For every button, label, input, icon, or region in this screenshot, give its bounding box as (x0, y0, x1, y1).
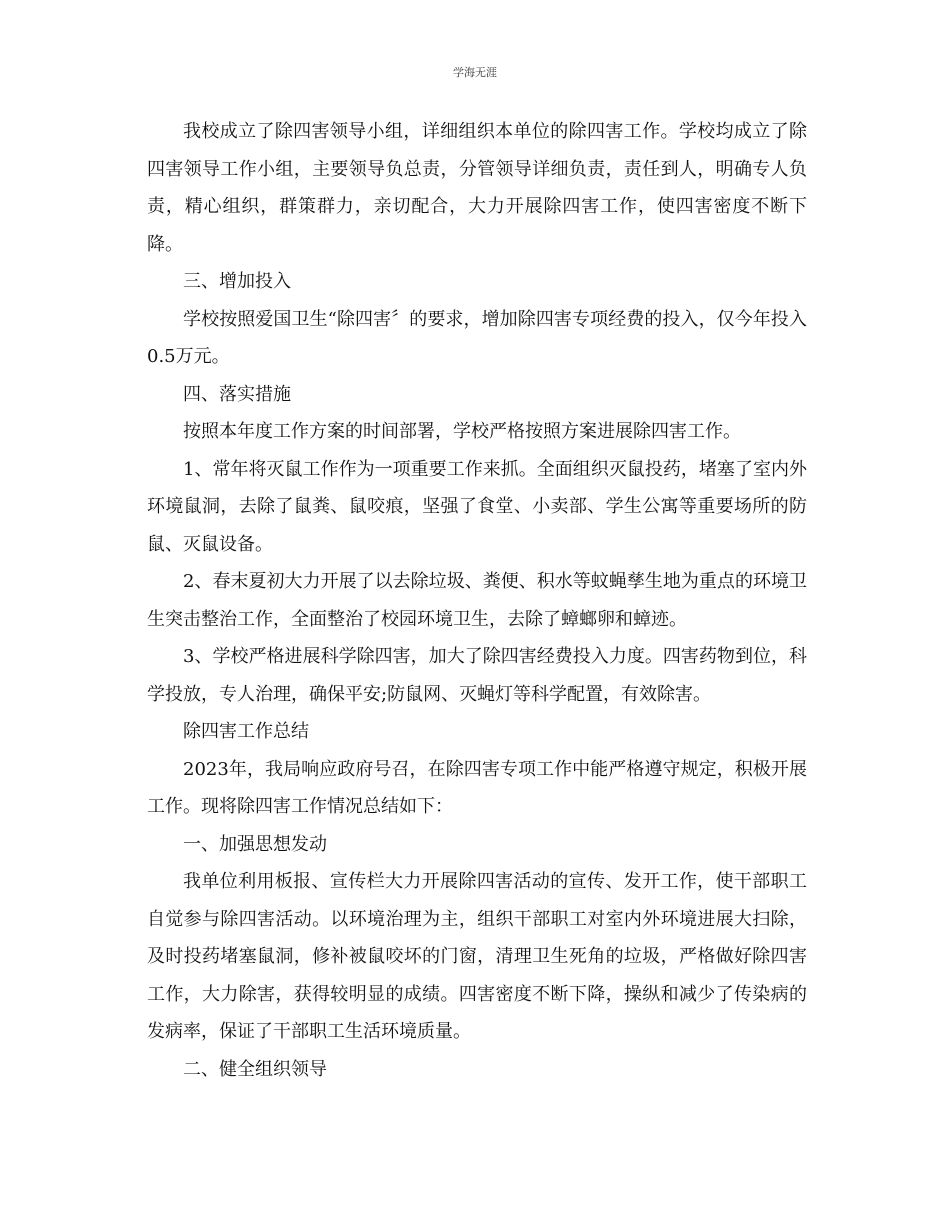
list-item: 3、学校严格进展科学除四害，加大了除四害经费投入力度。四害药物到位，科学投放，专人治理，确保平安;防鼠网、灭蝇灯等科学配置，有效除害。 (147, 646, 807, 705)
section-heading: 三、增加投入 (183, 271, 291, 292)
list-item: 2、春末夏初大力开展了以去除垃圾、粪便、积水等蚊蝇孳生地为重点的环境卫生突击整治工作，全面整治了校园环境卫生，去除了蟑螂卵和蟑迹。 (147, 571, 807, 630)
paragraph: 按照本年度工作方案的时间部署，学校严格按照方案进展除四害工作。 (183, 421, 741, 442)
paragraph: 我校成立了除四害领导小组，详细组织本单位的除四害工作。学校均成立了除四害领导工作小组，主要领导负总责，分管领导详细负责，责任到人，明确专人负责，精心组织，群策群力，亲切配合，大力开展除四害工作，使四害密度不断下降。 (147, 121, 807, 255)
section-heading: 四、落实措施 (183, 383, 291, 405)
section-heading: 二、健全组织领导 (183, 1058, 327, 1080)
document-title: 除四害工作总结 (183, 721, 309, 742)
list-item: 1、常年将灭鼠工作作为一项重要工作来抓。全面组织灭鼠投药，堵塞了室内外环境鼠洞，去除了鼠粪、鼠咬痕，坚强了食堂、小卖部、学生公寓等重要场所的防鼠、灭鼠设备。 (147, 458, 807, 555)
paragraph: 2023年，我局响应政府号召，在除四害专项工作中能严格遵守规定，积极开展工作。现将除四害工作情况总结如下： (147, 758, 807, 817)
section-heading: 一、加强思想发动 (183, 833, 327, 855)
document-body (147, 113, 807, 1088)
page-header: 学海无涯 (453, 66, 497, 79)
paragraph: 学校按照爱国卫生“除四害〞的要求，增加除四害专项经费的投入，仅今年投入0.5万元。 (147, 308, 807, 367)
paragraph: 我单位利用板报、宣传栏大力开展除四害活动的宣传、发开工作，使干部职工自觉参与除四害活动。以环境治理为主，组织干部职工对室内外环境进展大扫除，及时投药堵塞鼠洞，修补被鼠咬坏的门窗，清理卫生死角的垃圾，严格做好除四害工作，大力除害，获得较明显的成绩。四害密度不断下降，操纵和减少了传染病的发病率，保证了干部职工生活环境质量。 (147, 871, 807, 1042)
